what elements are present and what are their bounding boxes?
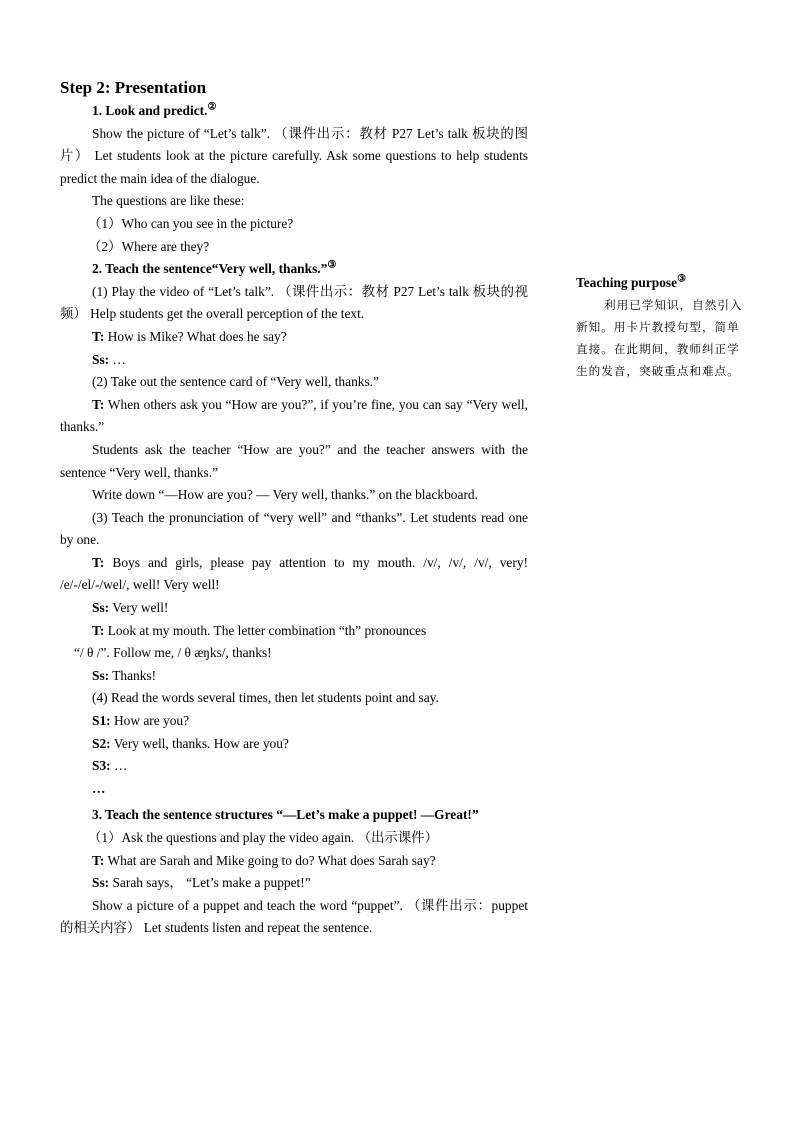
question-item: （1）Ask the questions and play the video again. （出示课件） bbox=[88, 830, 438, 845]
side-note-title: Teaching purpose③ bbox=[576, 273, 687, 290]
section-title: Step 2: Presentation bbox=[60, 78, 207, 97]
subheading-teach-sentence: 2. Teach the sentence“Very well, thanks.”③ bbox=[92, 259, 337, 277]
subheading-teach-structures: 3. Teach the sentence structures “—Let’s make a puppet! —Great!” bbox=[92, 807, 479, 823]
paragraph: Write down “—How are you? — Very well, thanks.” on the blackboard. bbox=[92, 487, 478, 503]
paragraph: (4) Read the words several times, then let students point and say. bbox=[92, 690, 439, 706]
dialogue-line: T: Look at my mouth. The letter combination “th” pronounces bbox=[92, 622, 427, 638]
dialogue-line: Ss: Sarah says， “Let’s make a puppet!” bbox=[92, 875, 311, 891]
question-item: （2）Where are they? bbox=[88, 238, 210, 254]
footnote-mark: ② bbox=[207, 101, 217, 113]
paragraph: (3) Teach the pronunciation of “very well” and “thanks”. Let students read one by one. bbox=[60, 509, 528, 548]
footnote-mark: ③ bbox=[677, 273, 687, 285]
subheading-look-predict: 1. Look and predict.② bbox=[92, 101, 217, 118]
paragraph: Show a picture of a puppet and teach the word “puppet”. （课件出示：puppet 的相关内容） Let students listen and repeat the sentence. bbox=[60, 897, 528, 936]
dialogue-line: T: How is Mike? What does he say? bbox=[92, 328, 287, 344]
dialogue-line: Ss: Thanks! bbox=[92, 667, 157, 683]
dialogue-line: Ss: Very well! bbox=[92, 600, 169, 616]
paragraph: (1) Play the video of “Let’s talk”. （课件出示：教材 P27 Let’s talk 板块的视频） Help students get the overall perception of the text. bbox=[60, 283, 528, 322]
dialogue-line: T: When others ask you “How are you?”, if you’re fine, you can say “Very well, thanks.” bbox=[60, 396, 528, 435]
dialogue-line: S3: … bbox=[92, 758, 128, 774]
paragraph: Students ask the teacher “How are you?” and the teacher answers with the sentence “Very well, thanks.” bbox=[60, 441, 528, 480]
lesson-plan-main bbox=[60, 76, 528, 940]
dialogue-continuation: “/ θ /”. Follow me, / θ æŋks/, thanks! bbox=[74, 645, 272, 661]
question-item: （1）Who can you see in the picture? bbox=[88, 215, 294, 231]
paragraph: The questions are like these: bbox=[92, 193, 245, 209]
dialogue-line: Ss: … bbox=[92, 351, 126, 367]
dialogue-line: T: Boys and girls, please pay attention to my mouth. /v/, /v/, /v/, very! /e/-/el/-/wel/, well! Very well! bbox=[60, 554, 528, 593]
ellipsis-line: … bbox=[92, 780, 106, 796]
paragraph: (2) Take out the sentence card of “Very well, thanks.” bbox=[92, 374, 379, 390]
dialogue-line: T: What are Sarah and Mike going to do? What does Sarah say? bbox=[92, 852, 436, 868]
dialogue-line: S2: Very well, thanks. How are you? bbox=[92, 735, 289, 751]
dialogue-line: S1: How are you? bbox=[92, 713, 190, 729]
paragraph: Show the picture of “Let’s talk”. （课件出示：教材 P27 Let’s talk 板块的图片） Let students look at the picture carefully. Ask some questions to help students predict the main idea of the dialogue. bbox=[60, 125, 528, 186]
footnote-mark: ③ bbox=[327, 259, 337, 271]
side-note-body: 利用已学知识，自然引入新知。用卡片教授句型，简单直接。在此期间，教师纠正学生的发音，突破重点和难点。 bbox=[576, 298, 743, 378]
teaching-purpose-note bbox=[576, 272, 748, 382]
